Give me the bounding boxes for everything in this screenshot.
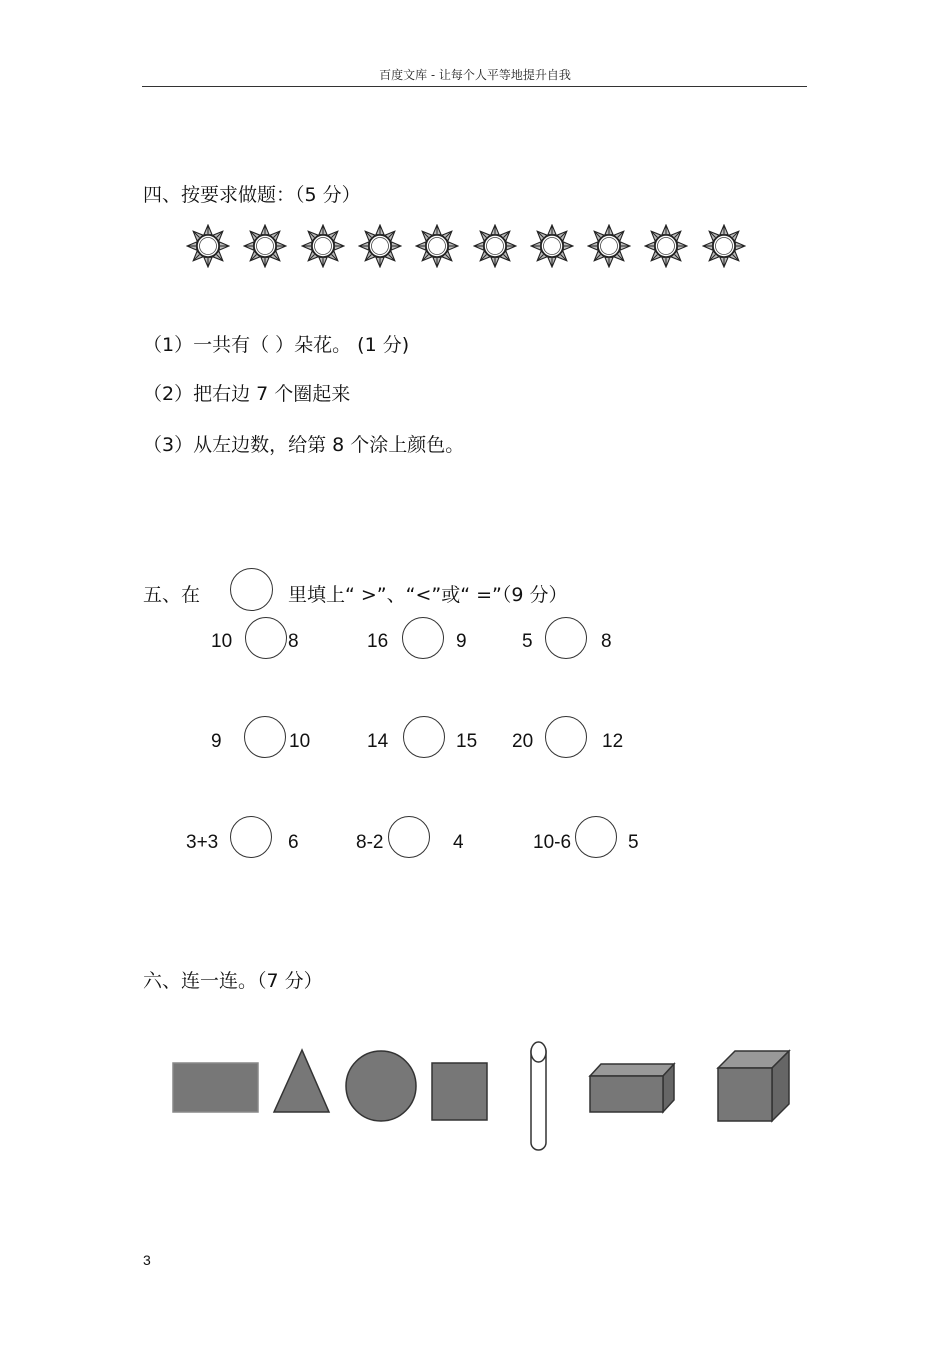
section6-title: 六、连一连。（7 分）	[143, 970, 323, 992]
section4-title: 四、按要求做题：（5 分）	[143, 184, 361, 206]
compare-right: 6	[288, 832, 299, 853]
compare-right: 9	[456, 631, 467, 652]
compare-right: 8	[601, 631, 612, 652]
flower-icon	[301, 224, 345, 268]
compare-left: 20	[512, 731, 534, 752]
cube-shape	[718, 1051, 789, 1121]
compare-left: 16	[367, 631, 389, 652]
flower-icon	[644, 224, 688, 268]
answer-circle[interactable]	[244, 716, 286, 758]
compare-left: 10-6	[533, 832, 572, 853]
cylinder-shape	[531, 1042, 546, 1150]
answer-circle[interactable]	[545, 617, 587, 659]
answer-circle[interactable]	[388, 816, 430, 858]
flower-icon	[587, 224, 631, 268]
header-rule	[142, 86, 807, 87]
answer-circle[interactable]	[403, 716, 445, 758]
compare-left: 10	[211, 631, 233, 652]
square-shape	[432, 1063, 487, 1120]
compare-left: 14	[367, 731, 389, 752]
circle-shape	[346, 1051, 416, 1121]
answer-circle[interactable]	[575, 816, 617, 858]
page-header: 百度文库 - 让每个人平等地提升自我	[379, 68, 571, 82]
compare-left: 9	[211, 731, 222, 752]
flower-icon	[358, 224, 402, 268]
flower-icon	[186, 224, 230, 268]
page-number: 3	[143, 1252, 151, 1268]
compare-left: 5	[522, 631, 533, 652]
flower-icon	[530, 224, 574, 268]
answer-circle[interactable]	[245, 617, 287, 659]
compare-right: 5	[628, 832, 639, 853]
section5-title-prefix: 五、在	[143, 584, 201, 606]
compare-left: 8-2	[356, 832, 384, 853]
compare-right: 15	[456, 731, 478, 752]
section5-title-suffix: 里填上“ >”、“<”或“ =”（9 分）	[288, 584, 568, 606]
section4-item-2: （2）把右边 7 个圈起来	[143, 383, 351, 405]
compare-right: 4	[453, 832, 464, 853]
triangle-shape	[274, 1050, 329, 1112]
flower-icon	[415, 224, 459, 268]
section4-item-3: （3）从左边数，给第 8 个涂上颜色。	[143, 434, 465, 456]
compare-right: 8	[288, 631, 299, 652]
answer-circle-example	[230, 568, 273, 611]
answer-circle[interactable]	[402, 617, 444, 659]
rectangle-shape	[173, 1063, 258, 1112]
compare-left: 3+3	[186, 832, 219, 853]
flower-icon	[243, 224, 287, 268]
answer-circle[interactable]	[545, 716, 587, 758]
shapes-row	[0, 1030, 950, 1160]
answer-circle[interactable]	[230, 816, 272, 858]
compare-right: 12	[602, 731, 624, 752]
flower-icon	[473, 224, 517, 268]
flower-icon	[702, 224, 746, 268]
compare-right: 10	[289, 731, 311, 752]
cuboid-shape	[590, 1064, 674, 1112]
section4-item-1: （1）一共有（ ）朵花。 (1 分)	[143, 334, 410, 356]
